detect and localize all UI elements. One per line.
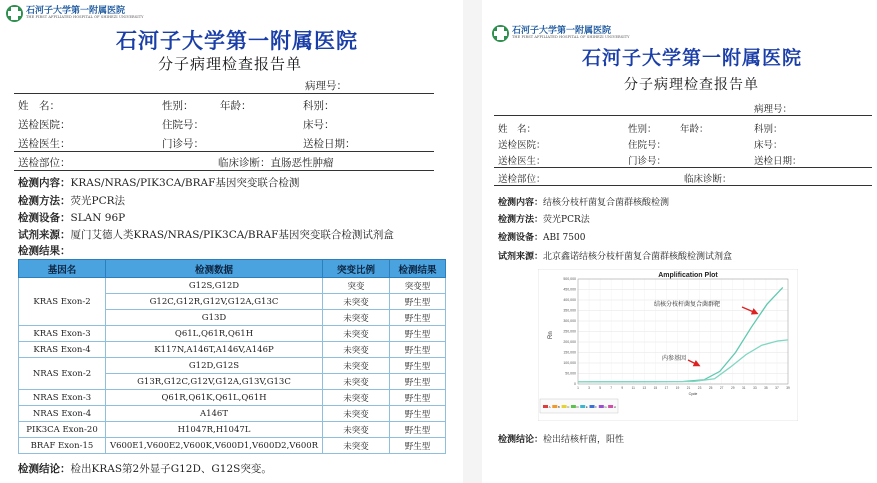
cell-ratio: 未突变 — [323, 406, 390, 422]
x-tick-label: 37 — [775, 386, 779, 390]
table-row — [19, 358, 446, 374]
legend-swatch — [599, 405, 604, 408]
y-tick-label: 0 — [574, 382, 576, 387]
divider — [14, 151, 434, 152]
y-tick-label: 50,000 — [565, 371, 576, 376]
conclusion-value: 检出KRAS第2外显子G12D、G12S突变。 — [70, 463, 272, 475]
legend-label: H — [613, 405, 616, 409]
x-tick-label: 15 — [653, 386, 658, 390]
divider — [494, 167, 872, 168]
hospital-name: 石河子大学第一附属医院 — [582, 47, 803, 69]
cell-data: G13R,G12C,G12V,G12A,G13V,G13C — [106, 374, 323, 390]
cell-result: 突变型 — [390, 278, 446, 294]
x-tick-label: 11 — [631, 386, 635, 390]
report-page-right — [482, 0, 877, 483]
field-name: 姓 名： — [18, 100, 60, 112]
table-row — [19, 278, 446, 294]
cell-ratio: 未突变 — [323, 422, 390, 438]
x-tick-label: 9 — [621, 386, 624, 390]
cell-gene: BRAF Exon-15 — [19, 438, 106, 454]
cell-result: 野生型 — [390, 310, 446, 326]
table-row — [19, 422, 446, 438]
cell-data: A146T — [106, 406, 323, 422]
legend-label: A — [548, 405, 551, 409]
page-gap — [463, 0, 482, 483]
x-axis-label: Cycle — [688, 392, 698, 396]
field-doctor: 送检医生： — [498, 156, 546, 167]
header-ratio: 突变比例 — [323, 260, 390, 278]
content-label: 检测内容： — [18, 177, 71, 189]
chart-title: Amplification Plot — [658, 272, 718, 279]
cell-gene: NRAS Exon-3 — [19, 390, 106, 406]
method-value: 荧光PCR法 — [543, 215, 590, 225]
reagent-value: 厦门艾德人类KRAS/NRAS/PIK3CA/BRAF基因突变联合检测试剂盒 — [70, 229, 394, 241]
x-tick-label: 31 — [742, 386, 746, 390]
red-cross-icon — [492, 25, 509, 42]
x-tick-label: 21 — [686, 386, 691, 390]
mutation-table — [18, 259, 446, 454]
field-sex: 性别： — [162, 100, 194, 112]
cell-result: 野生型 — [390, 406, 446, 422]
cell-data: G12C,G12R,G12V,G12A,G13C — [106, 294, 323, 310]
legend-swatch — [571, 405, 576, 408]
conclusion-label: 检测结论： — [498, 435, 544, 445]
annotation-internal-control: 内参基因 — [662, 355, 687, 362]
cell-gene: NRAS Exon-4 — [19, 406, 106, 422]
divider — [494, 185, 872, 186]
reagent-label: 试剂来源： — [18, 229, 71, 241]
cell-data: K117N,A146T,A146V,A146P — [106, 342, 323, 358]
field-bed: 床号： — [754, 140, 783, 151]
cell-result: 野生型 — [390, 294, 446, 310]
cell-ratio: 未突变 — [323, 358, 390, 374]
field-date: 送检日期： — [754, 156, 802, 167]
hospital-name: 石河子大学第一附属医院 — [116, 28, 358, 53]
field-dept: 科别： — [303, 100, 335, 112]
table-row — [19, 342, 446, 358]
result-label: 检测结果： — [18, 245, 71, 257]
field-diagnosis: 临床诊断：直肠恶性肿瘤 — [218, 157, 334, 169]
legend-swatch — [543, 405, 548, 408]
field-age: 年龄： — [220, 100, 252, 112]
field-site: 送检部位： — [498, 174, 546, 185]
field-inpatient: 住院号： — [162, 119, 204, 131]
x-tick-label: 5 — [599, 386, 601, 390]
legend-label: C — [567, 405, 570, 409]
divider — [14, 170, 434, 171]
cell-result: 野生型 — [390, 422, 446, 438]
field-sex: 性别： — [628, 124, 657, 135]
x-tick-label: 39 — [786, 386, 790, 390]
legend-label: E — [585, 405, 588, 409]
field-hospital: 送检医院： — [18, 119, 71, 131]
field-outpatient: 门诊号： — [628, 156, 667, 167]
x-tick-label: 25 — [708, 386, 713, 390]
content-value: KRAS/NRAS/PIK3CA/BRAF基因突变联合检测 — [70, 177, 300, 189]
cell-data: G12S,G12D — [106, 278, 323, 294]
legend-swatch — [580, 405, 585, 408]
cell-ratio: 未突变 — [323, 438, 390, 454]
x-tick-label: 27 — [719, 386, 724, 390]
x-tick-label: 13 — [642, 386, 647, 390]
field-age: 年龄： — [680, 124, 709, 135]
cell-result: 野生型 — [390, 374, 446, 390]
x-tick-label: 35 — [764, 386, 768, 390]
conclusion-value: 检出结核杆菌，阳性 — [543, 435, 625, 445]
field-bed: 床号： — [303, 119, 335, 131]
cell-data: Q61R,Q61K,Q61L,Q61H — [106, 390, 323, 406]
cell-ratio: 未突变 — [323, 374, 390, 390]
cell-data: H1047R,H1047L — [106, 422, 323, 438]
cell-gene: NRAS Exon-2 — [19, 358, 106, 390]
logo-text-cn: 石河子大学第一附属医院 — [512, 26, 612, 37]
x-tick-label: 3 — [588, 386, 590, 390]
cell-result: 野生型 — [390, 390, 446, 406]
pathology-number: 病理号： — [754, 104, 793, 115]
field-outpatient: 门诊号： — [162, 138, 204, 150]
red-cross-icon — [6, 5, 23, 22]
cell-ratio: 未突变 — [323, 310, 390, 326]
table-header-row — [19, 260, 446, 278]
device-value: ABI 7500 — [543, 233, 586, 243]
table-row — [19, 390, 446, 406]
y-tick-label: 150,000 — [563, 350, 576, 355]
annotation-target: 结核分枝杆菌复合菌群靶 — [654, 301, 721, 308]
y-tick-label: 450,000 — [563, 287, 576, 292]
y-tick-label: 100,000 — [563, 361, 576, 366]
y-tick-label: 300,000 — [563, 319, 576, 324]
cell-data: G12D,G12S — [106, 358, 323, 374]
pathology-number: 病理号： — [305, 80, 347, 92]
device-value: SLAN 96P — [70, 212, 126, 224]
y-tick-label: 500,000 — [563, 277, 576, 282]
cell-ratio: 未突变 — [323, 342, 390, 358]
legend-label: D — [576, 405, 579, 409]
y-tick-label: 200,000 — [563, 340, 576, 345]
field-doctor: 送检医生： — [18, 138, 71, 150]
report-title: 分子病理检查报告单 — [158, 55, 303, 73]
header-result: 检测结果 — [390, 260, 446, 278]
y-tick-label: 400,000 — [563, 298, 576, 303]
cell-data: V600E1,V600E2,V600K,V600D1,V600D2,V600R — [106, 438, 323, 454]
cell-gene: KRAS Exon-2 — [19, 278, 106, 326]
table-row — [19, 326, 446, 342]
cell-result: 野生型 — [390, 326, 446, 342]
x-tick-label: 23 — [697, 386, 702, 390]
method-label: 检测方法： — [18, 195, 71, 207]
x-tick-label: 17 — [664, 386, 669, 390]
x-tick-label: 1 — [577, 386, 579, 390]
logo-text-en: THE FIRST AFFILIATED HOSPITAL OF SHIHEZI UNIVERSITY — [512, 35, 630, 40]
method-value: 荧光PCR法 — [70, 195, 126, 207]
field-inpatient: 住院号： — [628, 140, 667, 151]
field-dept: 科别： — [754, 124, 783, 135]
x-tick-label: 19 — [675, 386, 680, 390]
cell-data: Q61L,Q61R,Q61H — [106, 326, 323, 342]
x-tick-label: 7 — [610, 386, 613, 390]
cell-result: 野生型 — [390, 342, 446, 358]
field-name: 姓 名： — [498, 124, 537, 135]
header-gene: 基因名 — [19, 260, 106, 278]
y-tick-label: 250,000 — [563, 329, 576, 334]
device-label: 检测设备： — [498, 233, 544, 243]
field-site: 送检部位： — [18, 157, 71, 169]
content-value: 结核分枝杆菌复合菌群核酸检测 — [543, 198, 670, 208]
field-hospital: 送检医院： — [498, 140, 546, 151]
cell-ratio: 未突变 — [323, 294, 390, 310]
report-title: 分子病理检查报告单 — [624, 77, 759, 93]
divider — [494, 115, 872, 116]
conclusion-label: 检测结论： — [18, 463, 71, 475]
method-label: 检测方法： — [498, 215, 544, 225]
legend-label: F — [595, 405, 597, 409]
field-diagnosis: 临床诊断： — [684, 174, 732, 185]
cell-data: G13D — [106, 310, 323, 326]
cell-gene: KRAS Exon-3 — [19, 326, 106, 342]
logo-text-cn: 石河子大学第一附属医院 — [26, 6, 126, 17]
legend-swatch — [608, 405, 613, 408]
cell-result: 野生型 — [390, 358, 446, 374]
x-tick-label: 33 — [753, 386, 757, 390]
legend-swatch — [562, 405, 567, 408]
y-tick-label: 350,000 — [563, 308, 576, 313]
hospital-logo — [492, 25, 630, 42]
x-tick-label: 29 — [730, 386, 735, 390]
table-row — [19, 438, 446, 454]
legend-label: G — [604, 405, 607, 409]
cell-ratio: 未突变 — [323, 390, 390, 406]
legend-swatch — [590, 405, 595, 408]
legend-swatch — [552, 405, 557, 408]
cell-gene: PIK3CA Exon-20 — [19, 422, 106, 438]
y-axis-label: Rn — [548, 331, 554, 339]
hospital-logo — [6, 5, 144, 22]
logo-text-en: THE FIRST AFFILIATED HOSPITAL OF SHIHEZI UNIVERSITY — [26, 15, 144, 20]
cell-ratio: 未突变 — [323, 326, 390, 342]
reagent-value: 北京鑫诺结核分枝杆菌复合菌群核酸检测试剂盒 — [543, 252, 733, 262]
device-label: 检测设备： — [18, 212, 71, 224]
field-date: 送检日期： — [303, 138, 356, 150]
cell-ratio: 突变 — [323, 278, 390, 294]
divider — [14, 93, 434, 94]
reagent-label: 试剂来源： — [498, 252, 544, 262]
header-data: 检测数据 — [106, 260, 323, 278]
amplification-plot — [538, 269, 798, 421]
cell-result: 野生型 — [390, 438, 446, 454]
legend-label: B — [557, 405, 560, 409]
content-label: 检测内容： — [498, 198, 544, 208]
table-row — [19, 406, 446, 422]
cell-gene: KRAS Exon-4 — [19, 342, 106, 358]
